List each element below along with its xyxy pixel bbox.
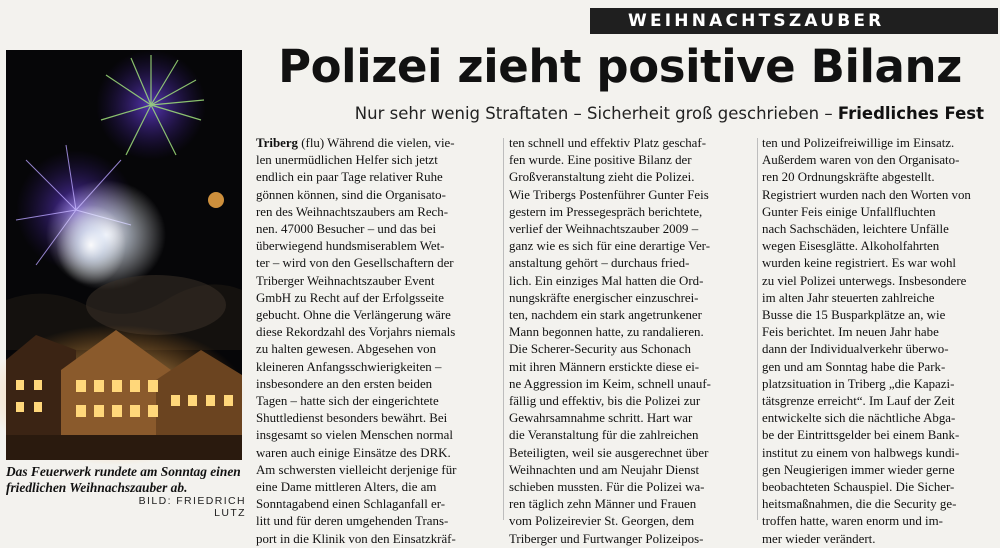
text-line: Shuttledienst besonders bewährt. Bei bbox=[256, 411, 448, 426]
text-line: nen. 47000 Besucher – und das bei bbox=[256, 222, 437, 237]
text-line: Triberger und Furtwanger Polizeipos- bbox=[509, 531, 704, 546]
text-line: litt und für deren umgehenden Trans- bbox=[256, 514, 449, 529]
text-line: wurden keine registriert. Es war wohl bbox=[762, 256, 957, 271]
text-line: Weihnachten und am Neujahr Dienst bbox=[509, 462, 700, 477]
text-line: zu halten gewesen. Abgesehen von bbox=[256, 342, 437, 357]
text-line: heitsmaßnahmen, die die Security ge- bbox=[762, 497, 957, 512]
article-column-1 bbox=[256, 135, 501, 546]
text-line: anstaltung gehört – durchaus fried- bbox=[509, 256, 690, 271]
text-line: ten, nachdem ein stark angetrunkener bbox=[509, 308, 702, 323]
text-line: Registriert wurden nach den Worten von bbox=[762, 187, 971, 202]
text-line: ganz wie es sich für eine derartige Ver- bbox=[509, 239, 711, 254]
text-line: gen und am Sonntag habe die Park- bbox=[762, 359, 946, 374]
text-line: Beteiligten, weil sie ausgerechnet über bbox=[509, 445, 709, 460]
text-line: Wie Tribergs Postenführer Gunter Feis bbox=[509, 187, 709, 202]
subline bbox=[250, 102, 990, 126]
text-line: nach Sachschäden, leichtere Unfälle bbox=[762, 222, 949, 237]
text-line: im alten Jahr steuerten zahlreiche bbox=[762, 290, 935, 305]
photo-caption: Das Feuerwerk rundete am Sonntag einen friedlichen Weihnachszauber ab. bbox=[6, 464, 241, 495]
text-line: institut zu einem von halbwegs kundi- bbox=[762, 445, 960, 460]
text-line: gebucht. Ohne die Verlängerung wäre bbox=[256, 308, 451, 323]
text-line: Triberger Weihnachtszauber Event bbox=[256, 273, 435, 288]
text-line: ne Aggression im Keim, schnell unauf- bbox=[509, 376, 711, 391]
text-line: wegen Eisesglätte. Alkoholfahrten bbox=[762, 239, 940, 254]
column-divider bbox=[757, 138, 758, 520]
text-line: fen wurde. Eine positive Bilanz der bbox=[509, 153, 692, 168]
text-line: platzsituation in Triberg „die Kapazi- bbox=[762, 376, 955, 391]
text-line: Sonntagabend einen Schlaganfall er- bbox=[256, 497, 446, 512]
text-line: vom Polizeirevier St. Georgen, dem bbox=[509, 514, 695, 529]
subline-emphasis: Friedliches Fest bbox=[837, 104, 984, 123]
text-line: Feis berichtet. Im neuen Jahr habe bbox=[762, 325, 939, 340]
text-line: Busse die 15 Busparkplätze an, wie bbox=[762, 308, 946, 323]
ressort-banner: WEIHNACHTSZAUBER bbox=[590, 8, 998, 34]
article-column-3 bbox=[762, 135, 996, 546]
text-line: waren auch einige Einsätze des DRK. bbox=[256, 445, 451, 460]
text-line: be der Eintrittsgelder bei einem Bank- bbox=[762, 428, 960, 443]
text-line: Gewahrsamnahme schritt. Hart war bbox=[509, 411, 693, 426]
column-divider bbox=[503, 138, 504, 520]
text-line: insbesondere an den ersten beiden bbox=[256, 376, 433, 391]
text-line: beobachteten Schauspiel. Die Sicher- bbox=[762, 480, 955, 495]
text-line: Mann begonnen hatte, zu randalieren. bbox=[509, 325, 704, 340]
text-line: verlief der Weihnachtszauber 2009 – bbox=[509, 222, 699, 237]
text-line: endlich ein paar Tage relativer Ruhe bbox=[256, 170, 443, 185]
text-line: gestern im Pressegespräch berichtete, bbox=[509, 204, 703, 219]
text-line: ren des Weihnachtszaubers am Rech- bbox=[256, 204, 449, 219]
text-line: schieben mussten. Für die Polizei wa- bbox=[509, 480, 705, 495]
text-line: ren 20 Ordnungskräfte abgestellt. bbox=[762, 170, 935, 185]
text-line: nungskräfte energischer einzuschrei- bbox=[509, 290, 699, 305]
text-line: len unermüdlichen Helfer sich jetzt bbox=[256, 153, 438, 168]
text-line: Gunter Feis einige Unfallfluchten bbox=[762, 204, 936, 219]
text-line: ren täglich zehn Männer und Frauen bbox=[509, 497, 697, 512]
text-line: entwickelte sich die nächtliche Abga- bbox=[762, 411, 956, 426]
text-line: die Veranstaltung für die zahlreichen bbox=[509, 428, 699, 443]
fireworks-photo bbox=[6, 50, 242, 460]
text-line: GmbH zu Recht auf der Erfolgsseite bbox=[256, 290, 444, 305]
text-line: Tagen – hatte sich der eingerichtete bbox=[256, 394, 439, 409]
text-line: diese Rekordzahl des Vorjahrs niemals bbox=[256, 325, 456, 340]
text-line: troffen hatte, waren enorm und im- bbox=[762, 514, 943, 529]
dateline: Triberg bbox=[256, 136, 299, 150]
text-line: zu viel Polizei unterwegs. Insbesondere bbox=[762, 273, 967, 288]
text-line: gen Neugierigen immer wieder gerne bbox=[762, 462, 955, 477]
text-line: Großveranstaltung zieht die Polizei. bbox=[509, 170, 695, 185]
text-line: Am schwersten vielleicht derjenige für bbox=[256, 462, 457, 477]
text-line: eine Dame mittleren Alters, die am bbox=[256, 480, 437, 495]
text-line: tätsgrenze erreicht“. Im Lauf der Zeit bbox=[762, 394, 955, 409]
text-line: ten schnell und effektiv Platz geschaf- bbox=[509, 136, 706, 150]
text-line: ten und Polizeifreiwillige im Einsatz. bbox=[762, 136, 955, 150]
text-line: Triberg (flu) Während die vielen, vie- bbox=[256, 136, 455, 150]
text-line: fällig und effektiv, bis die Polizei zur bbox=[509, 394, 701, 409]
text-line: Außerdem waren von den Organisato- bbox=[762, 153, 960, 168]
article-column-2 bbox=[509, 135, 752, 546]
text-line: überwiegend hundsmiserablem Wet- bbox=[256, 239, 445, 254]
text-line: insgesamt so vielen Menschen normal bbox=[256, 428, 453, 443]
text-line: mit ihren Männern erstickte diese ei- bbox=[509, 359, 700, 374]
text-line: port in die Klinik von den Einsatzkräf- bbox=[256, 531, 456, 546]
text-line: lich. Ein einziges Mal hatten die Ord- bbox=[509, 273, 704, 288]
text-line: mer wieder verändert. bbox=[762, 531, 876, 546]
text-line: ter – wird von den Gesellschaftern der bbox=[256, 256, 454, 271]
text-line: kleineren Anfangsschwierigkeiten – bbox=[256, 359, 442, 374]
text-line: dann der Individualverkehr überwo- bbox=[762, 342, 949, 357]
photo-credit: BILD: FRIEDRICH LUTZ bbox=[138, 495, 246, 519]
headline: Polizei zieht positive Bilanz bbox=[278, 40, 962, 93]
subline-text: Nur sehr wenig Straftaten – Sicherheit groß geschrieben – bbox=[354, 104, 838, 123]
text-line: gönnen können, sind die Organisato- bbox=[256, 187, 446, 202]
text-line: Die Scherer-Security aus Schonach bbox=[509, 342, 691, 357]
